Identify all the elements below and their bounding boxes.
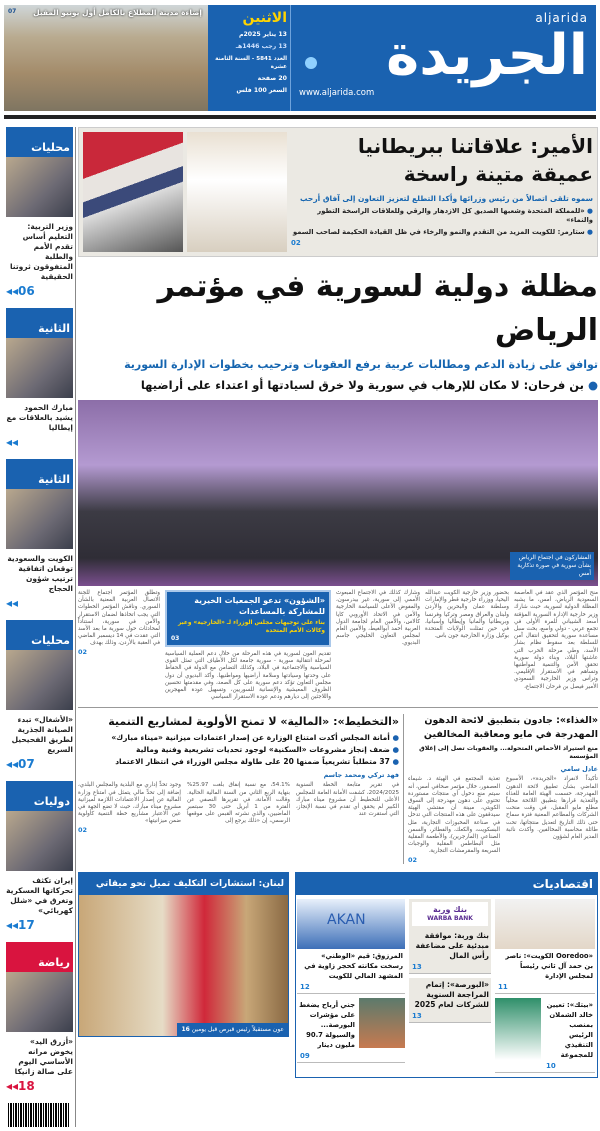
masthead-rule bbox=[4, 115, 596, 119]
sidebar-item-text[interactable]: وزير التربية: التعليم أساس تقدم الأمم والطلبة المتفوقون ثروتنا الحقيقية bbox=[9, 222, 73, 281]
sidebar-section-header[interactable] bbox=[6, 127, 73, 157]
main-col-3: وشارك كذلك في الاجتماع المبعوث الأممي إلى سورية، غير بيدرسون، والمفوض الأعلى للسياسة الخارجية والأمن في الاتحاد الأوروبي كايا كالاس، والأمين العام لجامعة الدول العربية أحمد أبوالغيط، والأمين العام لمجلس التعاون الخليجي جاسم البديوي. bbox=[336, 590, 420, 647]
sidebar-section-header[interactable] bbox=[6, 942, 73, 972]
sidebar-section-label: الثانية bbox=[38, 473, 70, 486]
sidebar-photo[interactable] bbox=[6, 650, 73, 710]
sidebar-section bbox=[6, 127, 73, 298]
sidebar-section bbox=[6, 308, 73, 449]
sidebar-photo[interactable] bbox=[6, 972, 73, 1032]
charity-block bbox=[165, 590, 331, 701]
sidebar-section-header[interactable] bbox=[6, 459, 73, 489]
planning-bullet-1: ● أمانة المجلس أكدت امتناع الوزارة عن إصدار اعتمادات ميزانية «ميناء مبارك» bbox=[78, 733, 399, 743]
economy-item-page: 11 bbox=[498, 982, 508, 991]
sidebar-photo[interactable] bbox=[6, 811, 73, 871]
sidebar-page-number: 06 bbox=[18, 284, 35, 298]
economy-item-page: 12 bbox=[300, 982, 310, 991]
food-headline-line2: المهدرجة في مايو ومعاقبة المخالفين bbox=[423, 729, 598, 741]
main-subhead: توافق على زيادة الدعم ومطالبات عربية برفع العقوبات وترحيب بخطوات الإدارة السورية bbox=[124, 358, 598, 371]
price: السعر 100 فلس bbox=[236, 87, 287, 94]
masthead bbox=[208, 5, 596, 111]
main-col-5: تقديم العون لسورية في هذه المرحلة من خلال دعم العملية السياسية لمرحلة انتقالية سورية - سورية جامعة لكل الأطياف التي تمثل القوى السياسية والاجتماعية في البلاد، وكذلك التضامن مع الدولة في الحفاظ على وحدتها وسيادتها وسلامة أراضيها ومواطنيها. وأكد البديوي أن دول مجلس التعاون تؤكد دعم سورية على كل الصعد، وفي مقدمتها تحسين الظروف المعيشية والإنسانية للسوريين، وتسهيل عودة المهجرين واللاجئين إلى ديارهم ودعم عودة الاستقرار السياسي bbox=[165, 651, 331, 701]
main-col-1: منح المؤتمر الذي عقد في العاصمة السعودية الرياض، أمس، ما يشبه المظلة الدولية لسورية، حيث شارك وزير خارجية الإدارة السورية المؤقتة أسعد الشيباني للمرة الأولى في تجمع عربي - دولي واسع، بحث سبل مساعدة سورية لتحقيق انتقال آمن للسلطة بعد سقوط نظام بشار الأسد، وطي مرحلة الحرب التي عاشتها البلاد، وبناء دولة سورية تحقق الأمن والتنمية لمواطنيها وتساهم في الاستقرار الإقليمي. وترأس وزير الخارجية السعودي الأمير فيصل بن فرحان الاجتماع، bbox=[514, 590, 598, 690]
logo-dot bbox=[305, 57, 317, 69]
logo: الجريدة bbox=[386, 23, 588, 88]
planning-headline: «التخطيط»: «المالية» لا تمنح الأولوية لمشاريع التنمية bbox=[108, 715, 399, 729]
sidebar-section-header[interactable] bbox=[6, 781, 73, 811]
main-col-4: وتطلق المؤتمر اجتماع للجنة الاتصال العربية المعنية بالشأن السوري. وناقش المؤتمر الخطوات التي يجب اتخاذها لضمان الاستقرار والأمن في سورية، استناداً لمحادثات حول سورية ما بعد الأسد التي عقدت في 14 ديسمبر الماضي في العقبة بالأردن، وذلك بهدف bbox=[78, 590, 160, 647]
food-page: 02 bbox=[408, 855, 418, 864]
economy-item-text: بنك وربة: موافقة مبدئية على مضاعفة رأس المال bbox=[415, 930, 489, 960]
charity-box[interactable] bbox=[165, 590, 331, 647]
economy-item[interactable] bbox=[495, 998, 595, 1073]
economy-column bbox=[409, 899, 491, 1023]
sidebar-section bbox=[6, 459, 73, 610]
economy-item-page: 09 bbox=[300, 1051, 310, 1060]
date-gregorian: 13 يناير 2025م bbox=[238, 31, 287, 38]
sidebar-page-ref: ◂◂07 bbox=[6, 757, 35, 771]
header bbox=[4, 5, 596, 111]
economy-column bbox=[297, 899, 405, 1063]
ooredoo-photo bbox=[495, 899, 595, 949]
emir-photo bbox=[187, 132, 287, 252]
sidebar-section-label: محليات bbox=[31, 634, 70, 647]
teaser-page: 07 bbox=[8, 8, 17, 15]
teaser-title: إضاءة مدينة المطلاع بالكامل أول يونيو المقبل bbox=[33, 8, 202, 17]
food-headline-line1: «الغذاء»: جادون بتطبيق لائحة الدهون bbox=[424, 715, 598, 727]
sidebar-page-ref: ◂◂17 bbox=[6, 918, 35, 932]
top-bullet-2: ● ستارمر: للكويت المزيد من التقدم والنمو والرخاء في ظل القيادة الحكيمة لصاحب السمو bbox=[291, 228, 593, 237]
top-headline-line2: عميقة متينة راسخة bbox=[403, 162, 593, 186]
economy-item-page: 13 bbox=[412, 1011, 422, 1020]
sidebar-page-ref: ◂◂ bbox=[6, 596, 19, 610]
charity-subtitle: بناء على توجيهات مجلس الوزراء لـ «الخارجية» وعبر وكالات الأمم المتحدة bbox=[177, 620, 325, 634]
sidebar-section bbox=[6, 942, 73, 1093]
photo-banner-text: AKAN bbox=[327, 911, 366, 928]
lebanon-box[interactable] bbox=[78, 872, 289, 1037]
economy-item[interactable] bbox=[297, 899, 405, 994]
sidebar-item-text[interactable]: «الأشغال» تبدء الصيانة الجذرية لطريق الفحيحيل السريع bbox=[11, 715, 73, 754]
economy-items bbox=[296, 895, 597, 1077]
warba-logo-ar: بنك وربة bbox=[433, 904, 467, 914]
mid-row bbox=[78, 714, 598, 863]
economy-item-text: «البورصة»: إتمام المراجعة السنوية للشركات لعام 2025 bbox=[414, 979, 489, 1009]
barcode bbox=[8, 1103, 70, 1127]
main-bullet: ● بن فرحان: لا مكان للإرهاب في سورية ولا خرق لسيادتها أو اعتداء على أراضيها bbox=[78, 377, 598, 394]
economy-item[interactable] bbox=[495, 899, 595, 994]
sidebar-item-text[interactable]: مبارك الحمود يشيد بالعلاقات مع إيطاليا bbox=[6, 403, 73, 432]
issue: العدد 5841 - السنة الثامنة عشرة bbox=[215, 56, 287, 70]
main-area bbox=[78, 127, 598, 1127]
food-byline: عادل سامي bbox=[560, 765, 598, 774]
bourse-row bbox=[297, 998, 405, 1060]
main-col-page: 02 bbox=[78, 647, 88, 656]
sidebar-page-number: 17 bbox=[18, 918, 35, 932]
content bbox=[0, 127, 600, 1131]
sidebar-section-label: الثانية bbox=[38, 322, 70, 335]
lebanon-caption bbox=[177, 1023, 288, 1036]
food-story bbox=[408, 714, 598, 863]
economy-item-text: جني أرباح يضغط على مؤشرات البورصة... والسيولة 90.7 مليون دينار bbox=[299, 1000, 355, 1049]
economy-header: اقتصاديات bbox=[296, 873, 597, 895]
sidebar-page-number: 07 bbox=[18, 757, 35, 771]
top-page: 02 bbox=[291, 239, 301, 247]
economy-item[interactable] bbox=[409, 978, 491, 1023]
sidebar-divider bbox=[75, 127, 76, 1127]
planning-columns bbox=[78, 782, 399, 825]
food-col-2: تغذية المجتمع في الهيئة د. شيماء العصفور، خلال مؤتمر صحافي أمس، أنه سيتم منع دخول أي منتجات مستوردة تحتوي على دهون مهدرجة إلى السوق الكويتي، مبينة أن مفتشي الهيئة سيدققون على هذه المنتجات التي تدخل في صناعة المخبوزات التجارية، مثل البسكويت، والكعك، والفطائر، والسمن الصناعي (المارجرين)، والأطعمة المقلية مثل البطاطس المقلية والوجبات السريعة والمقرمشات التجارية. bbox=[408, 776, 500, 855]
website-link[interactable]: www.aljarida.com bbox=[299, 88, 375, 98]
logo-en: aljarida bbox=[535, 11, 588, 25]
section-divider bbox=[403, 714, 404, 863]
economy-item-text: المرزوق: قيم «الوطني» رسخت مكانته كحجر زاوية في المشهد المالي للكويت bbox=[304, 951, 403, 980]
date-panel bbox=[208, 5, 291, 111]
top-story[interactable] bbox=[78, 127, 598, 257]
warba-logo-en: WARBA BANK bbox=[427, 914, 473, 922]
food-headline bbox=[408, 714, 598, 742]
main-headline: مظلة دولية لسورية في مؤتمر الرياض bbox=[157, 269, 598, 348]
bourse-photo bbox=[359, 998, 405, 1048]
planning-byline: فهد تركي ومحمد جاسم bbox=[323, 771, 399, 780]
economy-item[interactable] bbox=[297, 998, 405, 1063]
photo-caption: المشاركون في اجتماع الرياض بشأن سورية في صورة تذكارية أمس bbox=[510, 552, 594, 580]
food-subhead: منع استيراد الأحماض المتحولة... والعقوبات تصل إلى إغلاق المؤسسة bbox=[419, 745, 598, 761]
economy-item[interactable] bbox=[409, 899, 491, 974]
sidebar-page-number: 18 bbox=[18, 1079, 35, 1093]
sidebar-item-text[interactable]: «أزرق اليد» يخوض مرانه الأساسي اليوم على صالة زانيكا bbox=[14, 1037, 73, 1076]
sidebar-photo[interactable] bbox=[6, 157, 73, 217]
riyadh-photo[interactable] bbox=[78, 400, 598, 586]
nbk-event-photo bbox=[297, 899, 405, 949]
sidebar-photo[interactable] bbox=[6, 338, 73, 398]
economy-item-text: «بيتك»: تعيين خالد الشملان بمنصب الرئيس التنفيذي للمجموعة bbox=[546, 1000, 593, 1059]
main-col-4-wrap bbox=[78, 590, 160, 656]
sidebar bbox=[3, 127, 73, 1127]
sidebar-section-label: محليات bbox=[31, 141, 70, 154]
starmer-photo bbox=[83, 132, 183, 252]
sidebar-photo[interactable] bbox=[6, 489, 73, 549]
charity-title: «الشؤون» تدعو الجمعيات الخيرية للمشاركة بالمساعدات bbox=[194, 596, 325, 616]
main-col-2: بحضور وزير خارجية الكويت عبدالله اليحيا، ووزراء خارجية قطر والإمارات وسلطنة عمان والبحرين والأردن ولبنان والعراق ومصر وتركيا وفرنسا وبريطانيا وألمانيا وإيطاليا وإسبانيا، في حين تمثلت الولايات المتحدة بوكيل وزارة الخارجية جون باس. bbox=[425, 590, 509, 640]
sidebar-section bbox=[6, 620, 73, 771]
bottom-row bbox=[78, 872, 598, 1078]
top-headline bbox=[291, 132, 593, 188]
lebanon-page: 16 bbox=[181, 1025, 190, 1033]
top-bullet-1: ● «للمملكة المتحدة وشعبها الصديق كل الازدهار والرقي وللعلاقات الراسخة التطور والنماء» bbox=[291, 207, 593, 225]
planning-bullet-2: ● ضعف إنجاز مشروعات «السكنية» لوجود تحديات تشريعية وفنية ومالية bbox=[78, 745, 399, 755]
economy-item-page: 10 bbox=[546, 1061, 556, 1070]
planning-col-1: في تقرير متابعة الخطة السنوية 2024/2025، كشفت الأمانة العامة للمجلس الأعلى للتخطيط أن مشروع ميناء مبارك الكبير لم يحقق أي تقدم في نسبة الإنجاز، التي استقرت عند bbox=[296, 782, 399, 818]
warba-logo bbox=[412, 902, 488, 926]
day: الاثنين bbox=[242, 10, 287, 26]
section-rule bbox=[78, 707, 598, 708]
sidebar-page-ref: ◂◂ bbox=[6, 435, 19, 449]
economy-item-page: 13 bbox=[412, 962, 422, 971]
sidebar-page-ref: ◂◂18 bbox=[6, 1079, 35, 1093]
sidebar-page-ref: ◂◂06 bbox=[6, 284, 35, 298]
economy-item-text: «Ooredoo الكويت»: ناصر بن حمد آل ثاني رئيساً لمجلس الإدارة bbox=[505, 951, 593, 980]
planning-bullet-3: ● 37 متطلباً تشريعياً ضمنها 20 على طاولة مجلس الوزراء في انتظار الاعتماد bbox=[78, 757, 399, 767]
top-story-text bbox=[291, 132, 593, 252]
food-columns bbox=[408, 776, 598, 855]
sidebar-section-label: دوليات bbox=[33, 795, 70, 808]
planning-story bbox=[78, 714, 399, 863]
sidebar-section-label: رياضة bbox=[38, 956, 70, 969]
planning-col-3: وجود تحدٍّ إداري مع البلدية والمجلس البلدي، إضافة إلى تحدٍّ مالي يتمثل في امتناع وزارة المالية عن إصدار الاعتمادات اللازمة لميزانية مشروع ميناء مبارك، حيث لا تضع الجهة في عين الاعتبار مشاريع خطة التنمية كأولوية ضمن ميزانيتها» bbox=[78, 782, 181, 825]
sidebar-section-header[interactable] bbox=[6, 620, 73, 650]
planning-col-2: 54.1%، مع نسبة إنفاق بلغت 25.97% بنهاية الربع الثاني من السنة المالية الحالية. وقالت الأمانة، في تقريرها النصفي عن الفترة من 1 أبريل حتى 30 سبتمبر الماضيين، والذي نشرته القبس على موقعها الرسمي، إن «ذلك يرجع إلى bbox=[187, 782, 290, 825]
teaser-photo[interactable] bbox=[4, 5, 208, 111]
economy-box bbox=[295, 872, 598, 1078]
food-col-1: تأكيداً لانفراد «الجريدة»، الأسبوع الماضي بشأن تطبيق لائحة الدهون المهدرجة، حسمت الهيئة العامة للغذاء والتغذية قرارها بتطبيق اللائحة محلياً مطلع مايو المقبل، في وقت منحت الشركات والمطاعم المعنية فترة سماح حتى ذلك التاريخ لتعديل منتجاتها، تحت طائلة محاسبة المخالفين. وأكدت نائبة المدير العام لشؤون bbox=[506, 776, 598, 841]
sidebar-item-text[interactable]: الكويت والسعودية توقعان اتفاقية ترتيب شؤون الحجاج bbox=[7, 554, 73, 593]
top-subhead: سموه تلقى اتصالاً من رئيس وزرائها وأكدا التطلع لتعزيز التعاون إلى آفاق أرحب bbox=[299, 194, 593, 203]
lebanon-photo bbox=[79, 895, 288, 1036]
main-columns bbox=[78, 590, 598, 701]
top-headline-line1: الأمير: علاقاتنا ببريطانيا bbox=[357, 134, 593, 158]
sidebar-section-header[interactable] bbox=[6, 308, 73, 338]
pages: 20 صفحة bbox=[257, 75, 287, 82]
sidebar-section bbox=[6, 781, 73, 932]
charity-page: 03 bbox=[171, 635, 180, 642]
planning-page: 02 bbox=[78, 825, 88, 834]
sidebar-item-text[interactable]: إيران تكثف تحركاتها العسكرية وتغرق في «شلل كهربائي» bbox=[6, 876, 73, 915]
logo-area bbox=[291, 5, 596, 111]
date-hijri: 13 رجب 1446هـ bbox=[235, 43, 287, 50]
economy-column bbox=[495, 899, 595, 1073]
kfh-photo bbox=[495, 998, 541, 1060]
kfh-row bbox=[495, 998, 595, 1070]
lebanon-caption-text: عون مستقبلاً رئيس قبرص قبل يومين bbox=[191, 1025, 284, 1033]
lebanon-headline: لبنان: استشارات التكليف تميل نحو ميقاتي bbox=[79, 873, 288, 895]
